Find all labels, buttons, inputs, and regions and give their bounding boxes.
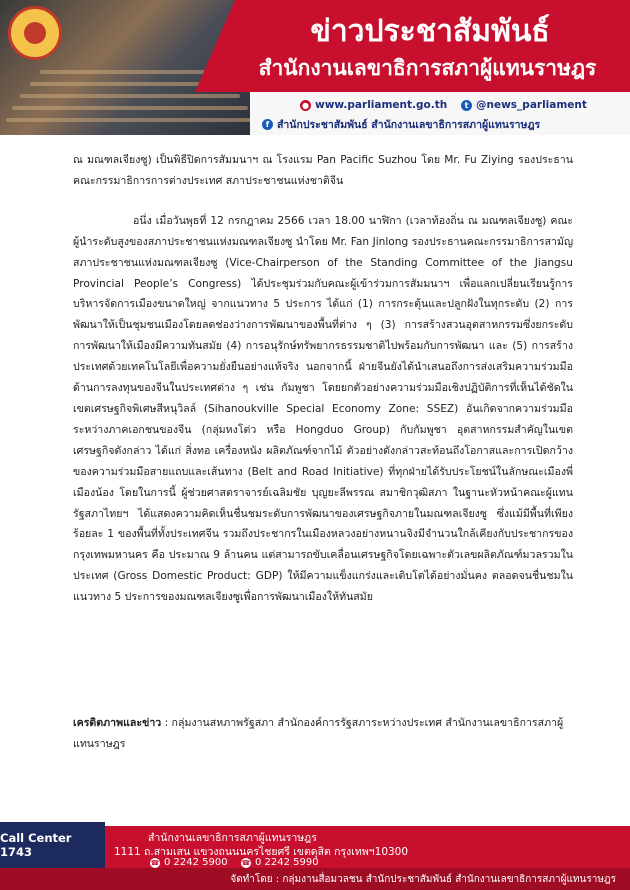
footer-org: สำนักงานเลขาธิการสภาผู้แทนราษฎร <box>148 832 317 844</box>
credit-label: เครดิตภาพและข่าว <box>73 717 162 729</box>
credit-text: : กลุ่มงานสหภาพรัฐสภา สำนักองค์การรัฐสภาระหว่างประเทศ สำนักงานเลขาธิการสภาผู้แทนราษฎร <box>73 717 564 750</box>
twitter-handle[interactable]: @news_parliament <box>476 99 587 111</box>
footer-phone-1 <box>150 857 228 868</box>
twitter-icon: t <box>461 100 472 111</box>
header-banner <box>0 0 630 135</box>
header-subtitle: สำนักงานเลขาธิการสภาผู้แทนราษฎร <box>258 56 597 80</box>
phone-icon: ☎ <box>150 858 160 867</box>
fax-icon: ☎ <box>241 858 251 867</box>
credit-line <box>73 713 573 755</box>
globe-icon: ● <box>300 100 311 111</box>
produced-by: จัดทำโดย : กลุ่มงานสื่อมวลชน สำนักประชาสัมพันธ์ สำนักงานเลขาธิการสภาผู้แทนราษฎร <box>230 874 616 885</box>
parliament-logo <box>8 6 62 60</box>
facebook-row <box>262 116 540 133</box>
header-title: ข่าวประชาสัมพันธ์ <box>310 14 550 49</box>
footer-bottom-bar <box>0 868 630 890</box>
paragraph-2: อนึ่ง เมื่อวันพุธที่ 12 กรกฎาคม 2566 เวลา 18.00 นาฬิกา (เวลาท้องถิ่น ณ มณฑลเจียงซู) คณะผู้นำระดับสูงของสภาประชาชนแห่งมณฑลเจียงซู นำโดย Mr. Fan Jinlong รองประธานคณะกรรมาธิการสามัญ สภาประชาชนแห่งมณฑลเจียงซู (Vice-Chairperson of the Standing Committee of the Jiangsu Provincial People’s Congress) ได้ประชุมร่วมกับคณะผู้เข้าร่วมการสัมมนาฯ เพื่อแลกเปลี่ยนเรียนรู้การบริหารจัดการเมืองขนาดใหญ่ จากแนวทาง 5 ประการ ได้แก่ (1) การกระตุ้นและปลูกฝังในทุกระดับ (2) การพัฒนาให้เป็นชุมชนเมืองโดยลดช่องว่างการพัฒนาของพื้นที่ต่าง ๆ (3) การสร้างสวนอุตสาหกรรมซึ่งยกระดับการพัฒนาให้เมืองมีความทันสมัย (4) การอนุรักษ์ทรัพยากรธรรมชาติไปพร้อมกับการพัฒนา และ (5) การสร้างประเทศด้วยเทคโนโลยีเพื่อความยั่งยืนอย่างแท้จริง นอกจากนี้ ฝ่ายจีนยังได้นำเสนอถึงการส่งเสริมความร่วมมือด้านการลงทุนของจีนในประเทศต่าง ๆ เช่น กัมพูชา โดยยกตัวอย่างความร่วมมือเชิงปฏิบัติการที่เห็นได้ชัดในเขตเศรษฐกิจพิเศษสีหนุวิลล์ (Sihanoukville Special Economy Zone: SSEZ) อันเกิดจากความร่วมมือระหว่างภาคเอกชนของจีน (กลุ่มหงโต่ว หรือ Hongduo Group) กับกัมพูชา อุตสาหกรรมสำคัญในเขตเศรษฐกิจดังกล่าว ได้แก่ สิ่งทอ เครื่องหนัง ผลิตภัณฑ์จากไม้ ตัวอย่างดังกล่าวสะท้อนถึงโอกาสและการเปิดกว้างของความร่วมมือสายแถบและเส้นทาง (Belt and Road Initiative) ที่ทุกฝ่ายได้รับประโยชน์ในลักษณะเมืองพี่เมืองน้อง โดยในการนี้ ผู้ช่วยศาสตราจารย์เฉลิมชัย บุญยะลีพรรณ สมาชิกวุฒิสภา ในฐานะหัวหน้าคณะผู้แทนรัฐสภาไทยฯ ได้แสดงความคิดเห็นชื่นชมระดับการพัฒนาของเศรษฐกิจภายในมณฑลเจียงซู ซึ่งแม้มีพื้นที่เพียงร้อยละ 1 ของพื้นที่ทั้งประเทศจีน รวมถึงประชากรในเมืองหลวงอย่างหนานจิงมีจำนวนใกล้เคียงกับประชากรของกรุงเทพมหานคร คือ ประมาณ 9 ล้านคน แต่สามารถขับเคลื่อนเศรษฐกิจโดยเฉพาะตัวเลขผลิตภัณฑ์มวลรวมในประเทศ (Gross Domestic Product: GDP) ให้มีความแข็งแกร่งและเติบโตได้อย่างมั่นคง ตลอดจนชื่นชมในแนวทาง 5 ประการของมณฑลเจียงซูเพื่อการพัฒนาเมืองให้ทันสมัย <box>73 214 573 604</box>
website-row <box>300 99 447 111</box>
facebook-icon: f <box>262 119 273 130</box>
twitter-row <box>461 99 587 111</box>
phone-number-2: 0 2242 5990 <box>255 857 319 868</box>
facebook-page[interactable]: สำนักประชาสัมพันธ์ สำนักงานเลขาธิการสภาผู้แทนราษฎร <box>277 119 541 131</box>
article-body <box>73 150 573 608</box>
footer-address: 1111 ถ.สามเสน แขวงถนนนครไชยศรี เขตดุสิต กรุงเทพฯ10300 <box>114 846 409 858</box>
call-center-badge: Call Center 1743 <box>0 822 105 868</box>
footer-phone-2 <box>241 857 319 868</box>
paragraph-1: ณ มณฑลเจียงซู) เป็นพิธีปิดการสัมมนาฯ ณ โรงแรม Pan Pacific Suzhou โดย Mr. Fu Ziying รองประธานคณะกรรมาธิการการต่างประเทศ สภาประชาชนแห่งชาติจีน <box>73 154 573 187</box>
phone-number-1: 0 2242 5900 <box>164 857 228 868</box>
website-link[interactable]: www.parliament.go.th <box>315 99 448 111</box>
